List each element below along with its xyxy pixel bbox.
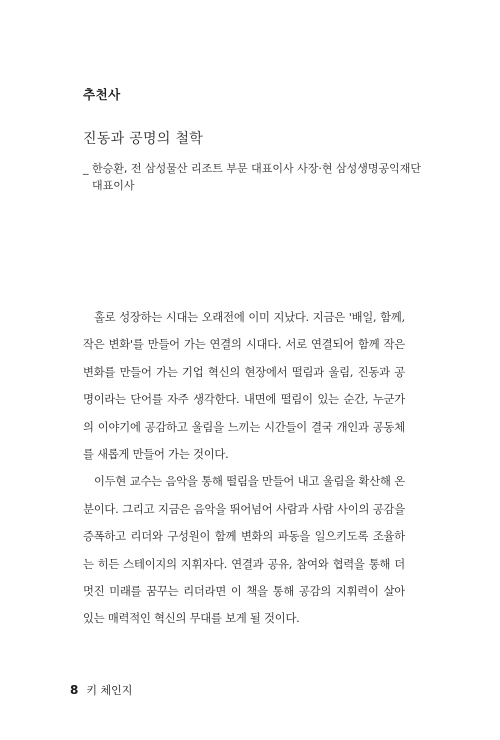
section-label: 추천사	[83, 87, 121, 102]
byline-text: 한승환, 전 삼성물산 리조트 부문 대표이사 사장·현 삼성생명공익재단 대표이사	[92, 162, 421, 192]
book-title: 키 체인지	[86, 684, 133, 697]
byline-dash: _	[83, 162, 89, 175]
byline	[83, 160, 428, 194]
page-number: 8	[70, 683, 79, 697]
body-text	[83, 304, 405, 633]
paragraph-1: 홀로 성장하는 시대는 오래전에 이미 지났다. 지금은 '배일, 함께, 작은 변화'를 만들어 가는 연결의 시대다. 서로 연결되어 함께 작은 변화를 만들어 가는 기업 혁신의 현장에서 떨림과 울림, 진동과 공명이라는 단어를 자주 생각한다. 내면에 떨림이 있는 순간, 누군가의 이야기에 공감하고 울림을 느끼는 시간들이 결국 개인과 공동체를 새롭게 만들어 가는 것이다.	[83, 311, 405, 462]
recommendation-title: 진동과 공명의 철학	[83, 131, 204, 147]
page-footer	[70, 682, 132, 698]
paragraph-2: 이두현 교수는 음악을 통해 떨림을 만들어 내고 울림을 확산해 온 분이다. 그리고 지금은 음악을 뛰어넘어 사람과 사람 사이의 공감을 증폭하고 리더와 구성원이 함께 변화의 파동을 일으키도록 조율하는 히든 스테이지의 지휘자다. 연결과 공유, 참여와 협력을 통해 더 멋진 미래를 꿈꾸는 리더라면 이 책을 통해 공감의 지휘력이 살아 있는 매력적인 혁신의 무대를 보게 될 것이다.	[83, 475, 405, 626]
